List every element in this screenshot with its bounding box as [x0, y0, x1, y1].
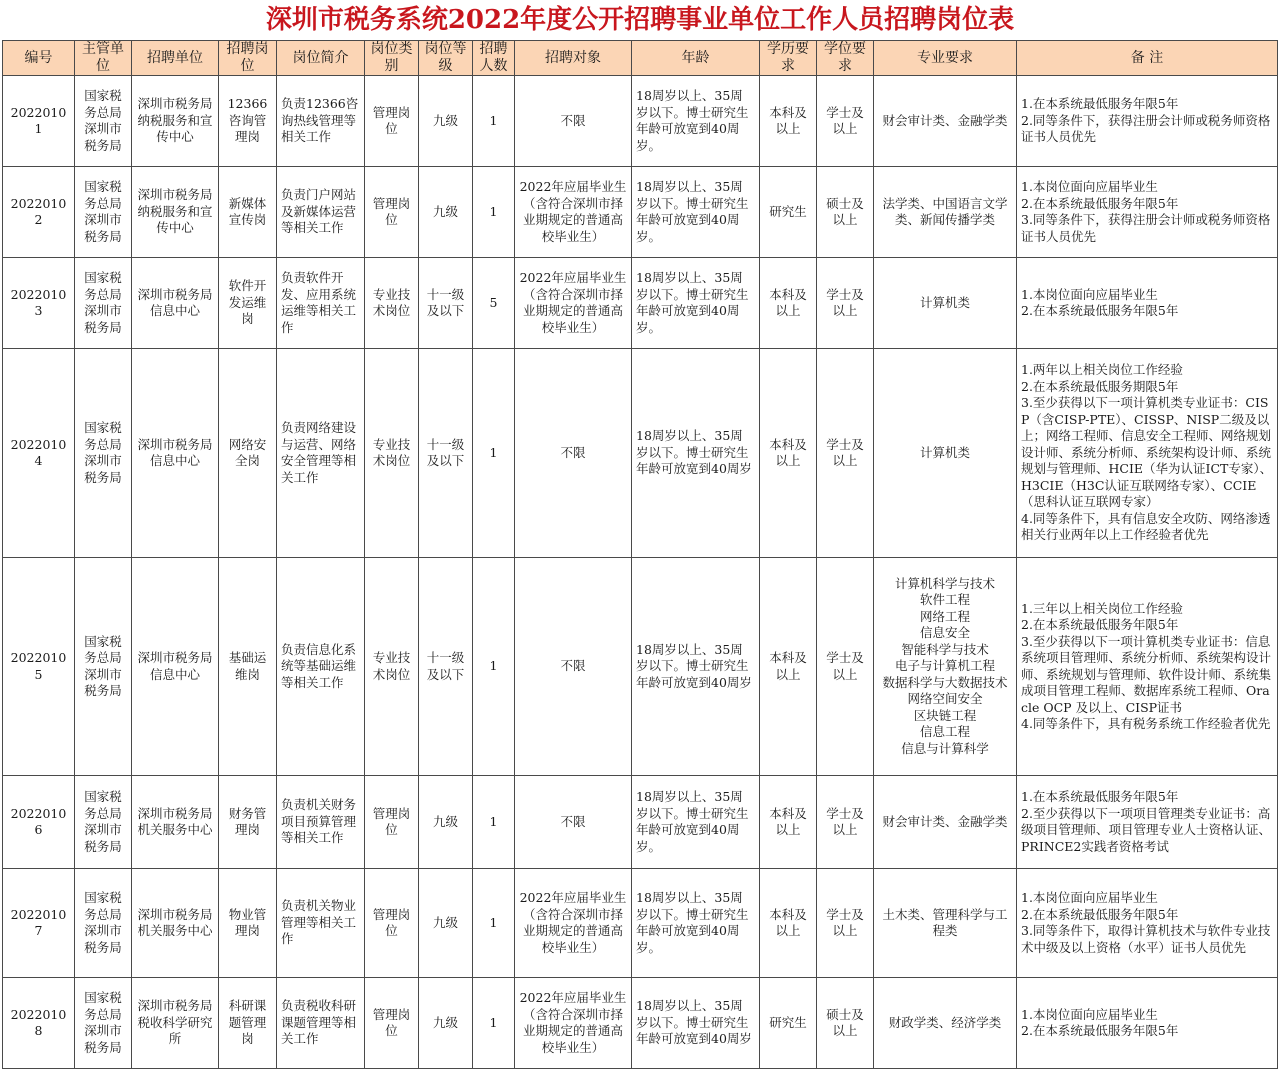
remark-item: 2.在本系统最低服务年限5年: [1021, 906, 1179, 922]
cell-id: 20220105: [3, 558, 75, 776]
cell-degree: 学士及以上: [817, 558, 874, 776]
cell-level: 九级: [419, 76, 473, 167]
major-item: 网络空间安全: [907, 691, 983, 707]
col-header-count: 招聘人数: [473, 41, 515, 76]
cell-category: 管理岗位: [365, 76, 419, 167]
table-row: [3, 349, 1278, 558]
cell-level: 九级: [419, 978, 473, 1069]
cell-id: 20220102: [3, 167, 75, 258]
cell-remarks: [1017, 167, 1278, 258]
cell-category: 管理岗位: [365, 167, 419, 258]
col-header-target: 招聘对象: [515, 41, 632, 76]
major-item: 计算机类: [919, 444, 970, 460]
cell-intro: 负责机关物业管理等相关工作: [277, 869, 365, 978]
cell-post: 新媒体宣传岗: [219, 167, 277, 258]
cell-count: 1: [473, 869, 515, 978]
cell-degree: 学士及以上: [817, 776, 874, 869]
remark-item: 2.在本系统最低服务期限5年: [1021, 378, 1179, 394]
table-row: [3, 978, 1278, 1069]
col-header-education: 学历要求: [760, 41, 817, 76]
remark-item: 3.至少获得以下一项计算机类专业证书：信息系统项目管理师、系统分析师、系统架构设计师、系统规划与管理师、软件设计师、系统集成项目管理工程师、数据库系统工程师、Oracle OCP 及以上、CISP证书: [1021, 633, 1272, 715]
cell-unit: 深圳市税务局纳税服务和宣传中心: [132, 167, 219, 258]
cell-age: 18周岁以上、35周岁以下。博士研究生年龄可放宽到40周岁: [632, 349, 760, 558]
cell-age: 18周岁以上、35周岁以下。博士研究生年龄可放宽到40周岁: [632, 558, 760, 776]
cell-major: [874, 558, 1017, 776]
col-header-unit: 招聘单位: [132, 41, 219, 76]
cell-target: 2022年应届毕业生（含符合深圳市择业期规定的普通高校毕业生）: [515, 869, 632, 978]
cell-age: 18周岁以上、35周岁以下。博士研究生年龄可放宽到40周岁: [632, 978, 760, 1069]
col-header-id: 编号: [3, 41, 75, 76]
cell-authority: 国家税务总局深圳市税务局: [75, 76, 132, 167]
cell-major: [874, 167, 1017, 258]
cell-target: 2022年应届毕业生（含符合深圳市择业期规定的普通高校毕业生）: [515, 978, 632, 1069]
major-item: 数据科学与大数据技术: [882, 674, 1008, 690]
cell-category: 专业技术岗位: [365, 558, 419, 776]
major-item: 信息工程: [919, 724, 970, 740]
cell-age: 18周岁以上、35周岁以下。博士研究生年龄可放宽到40周岁。: [632, 167, 760, 258]
cell-count: 1: [473, 76, 515, 167]
cell-education: 本科及以上: [760, 558, 817, 776]
cell-age: 18周岁以上、35周岁以下。博士研究生年龄可放宽到40周岁。: [632, 869, 760, 978]
cell-id: 20220101: [3, 76, 75, 167]
cell-unit: 深圳市税务局税收科学研究所: [132, 978, 219, 1069]
major-item: 信息与计算科学: [901, 740, 989, 756]
major-item: 法学类、中国语言文学类、新闻传播学类: [882, 195, 1008, 227]
cell-age: 18周岁以上、35周岁以下。博士研究生年龄可放宽到40周岁。: [632, 258, 760, 349]
cell-level: 九级: [419, 869, 473, 978]
cell-degree: 学士及以上: [817, 258, 874, 349]
major-item: 智能科学与技术: [901, 641, 989, 657]
cell-unit: 深圳市税务局信息中心: [132, 349, 219, 558]
page-title: 深圳市税务系统2022年度公开招聘事业单位工作人员招聘岗位表: [265, 5, 1015, 35]
cell-major: [874, 258, 1017, 349]
cell-degree: 学士及以上: [817, 76, 874, 167]
remark-item: 1.在本系统最低服务年限5年: [1021, 96, 1179, 112]
cell-post: 12366咨询管理岗: [219, 76, 277, 167]
remark-item: 1.三年以上相关岗位工作经验: [1021, 600, 1183, 616]
remark-item: 4.同等条件下，具有税务系统工作经验者优先: [1021, 716, 1271, 731]
cell-count: 1: [473, 349, 515, 558]
cell-id: 20220104: [3, 349, 75, 558]
cell-remarks: [1017, 869, 1278, 978]
cell-remarks: [1017, 258, 1278, 349]
cell-major: [874, 76, 1017, 167]
remark-item: 2.在本系统最低服务年限5年: [1021, 195, 1179, 211]
cell-post: 财务管理岗: [219, 776, 277, 869]
cell-unit: 深圳市税务局信息中心: [132, 558, 219, 776]
cell-intro: 负责门户网站及新媒体运营等相关工作: [277, 167, 365, 258]
cell-post: 科研课题管理岗: [219, 978, 277, 1069]
cell-category: 专业技术岗位: [365, 349, 419, 558]
table-row: [3, 258, 1278, 349]
col-header-intro: 岗位简介: [277, 41, 365, 76]
col-header-category: 岗位类别: [365, 41, 419, 76]
cell-post: 网络安全岗: [219, 349, 277, 558]
cell-major: [874, 776, 1017, 869]
cell-level: 十一级及以下: [419, 258, 473, 349]
cell-unit: 深圳市税务局信息中心: [132, 258, 219, 349]
cell-remarks: [1017, 776, 1278, 869]
table-row: [3, 869, 1278, 978]
cell-authority: 国家税务总局深圳市税务局: [75, 978, 132, 1069]
cell-education: 本科及以上: [760, 258, 817, 349]
remark-item: 1.本岗位面向应届毕业生: [1021, 890, 1158, 905]
cell-major: [874, 978, 1017, 1069]
major-item: 土木类、管理科学与工程类: [882, 906, 1008, 938]
cell-level: 十一级及以下: [419, 558, 473, 776]
header-row: [3, 41, 1278, 76]
table-row: [3, 558, 1278, 776]
cell-intro: 负责12366咨询热线管理等相关工作: [277, 76, 365, 167]
major-item: 财会审计类、金融学类: [882, 813, 1008, 829]
cell-target: 2022年应届毕业生（含符合深圳市择业期规定的普通高校毕业生）: [515, 258, 632, 349]
cell-education: 本科及以上: [760, 776, 817, 869]
cell-post: 软件开发运维岗: [219, 258, 277, 349]
remark-item: 2.同等条件下，获得注册会计师或税务师资格证书人员优先: [1021, 112, 1271, 145]
cell-target: 不限: [515, 349, 632, 558]
remark-item: 1.本岗位面向应届毕业生: [1021, 1006, 1158, 1022]
col-header-level: 岗位等级: [419, 41, 473, 76]
col-header-age: 年龄: [632, 41, 760, 76]
cell-intro: 负责信息化系统等基础运维等相关工作: [277, 558, 365, 776]
cell-education: 本科及以上: [760, 76, 817, 167]
cell-target: 不限: [515, 76, 632, 167]
remark-item: 1.两年以上相关岗位工作经验: [1021, 362, 1183, 378]
remark-item: 3.至少获得以下一项计算机类专业证书：CISP（含CISP-PTE）、CISSP、NISP二级及以上；网络工程师、信息安全工程师、网络规划设计师、系统分析师、系统架构设计师、系统规划与管理师、HCIE（华为认证ICT专家）、H3CIE（H3C认证互联网络专家）、CCIE（思科认证互联网专家）: [1021, 395, 1273, 510]
col-header-authority: 主管单位: [75, 41, 132, 76]
cell-level: 九级: [419, 167, 473, 258]
cell-remarks: [1017, 978, 1278, 1069]
col-header-remarks: 备 注: [1017, 41, 1278, 76]
cell-count: 1: [473, 558, 515, 776]
major-item: 财政学类、经济学类: [888, 1014, 1002, 1030]
cell-count: 1: [473, 776, 515, 869]
remark-item: 1.本岗位面向应届毕业生: [1021, 179, 1158, 194]
major-item: 计算机类: [919, 294, 970, 310]
cell-degree: 硕士及以上: [817, 167, 874, 258]
cell-authority: 国家税务总局深圳市税务局: [75, 558, 132, 776]
remark-item: 2.在本系统最低服务年限5年: [1021, 303, 1179, 318]
cell-category: 专业技术岗位: [365, 258, 419, 349]
remark-item: 3.同等条件下，获得注册会计师或税务师资格证书人员优先: [1021, 212, 1271, 244]
cell-id: 20220103: [3, 258, 75, 349]
cell-target: 不限: [515, 558, 632, 776]
cell-degree: 学士及以上: [817, 349, 874, 558]
major-item: 电子与计算机工程: [894, 658, 995, 674]
cell-education: 研究生: [760, 167, 817, 258]
cell-education: 研究生: [760, 978, 817, 1069]
cell-remarks: [1017, 76, 1278, 167]
cell-unit: 深圳市税务局机关服务中心: [132, 869, 219, 978]
cell-id: 20220106: [3, 776, 75, 869]
cell-unit: 深圳市税务局纳税服务和宣传中心: [132, 76, 219, 167]
cell-major: [874, 869, 1017, 978]
major-item: 软件工程: [919, 592, 970, 608]
col-header-degree: 学位要求: [817, 41, 874, 76]
remark-item: 4.同等条件下，具有信息安全攻防、网络渗透相关行业两年以上工作经验者优先: [1021, 510, 1271, 543]
col-header-major: 专业要求: [874, 41, 1017, 76]
cell-age: 18周岁以上、35周岁以下。博士研究生年龄可放宽到40周岁。: [632, 76, 760, 167]
cell-authority: 国家税务总局深圳市税务局: [75, 349, 132, 558]
cell-education: 本科及以上: [760, 869, 817, 978]
cell-count: 1: [473, 167, 515, 258]
cell-degree: 学士及以上: [817, 869, 874, 978]
cell-id: 20220108: [3, 978, 75, 1069]
major-item: 网络工程: [919, 608, 970, 624]
cell-category: 管理岗位: [365, 776, 419, 869]
cell-major: [874, 349, 1017, 558]
cell-education: 本科及以上: [760, 349, 817, 558]
cell-count: 1: [473, 978, 515, 1069]
cell-unit: 深圳市税务局机关服务中心: [132, 776, 219, 869]
remark-item: 1.在本系统最低服务年限5年: [1021, 789, 1179, 804]
cell-authority: 国家税务总局深圳市税务局: [75, 258, 132, 349]
major-item: 财会审计类、金融学类: [882, 112, 1008, 128]
cell-post: 基础运维岗: [219, 558, 277, 776]
cell-age: 18周岁以上、35周岁以下。博士研究生年龄可放宽到40周岁。: [632, 776, 760, 869]
recruitment-table: [2, 40, 1278, 1069]
table-row: [3, 167, 1278, 258]
cell-post: 物业管理岗: [219, 869, 277, 978]
remark-item: 2.至少获得以下一项项目管理类专业证书：高级项目管理师、项目管理专业人士资格认证、PRINCE2实践者资格考试: [1021, 805, 1272, 854]
remark-item: 3.同等条件下，取得计算机技术与软件专业技术中级及以上资格（水平）证书人员优先: [1021, 923, 1271, 955]
cell-authority: 国家税务总局深圳市税务局: [75, 167, 132, 258]
cell-remarks: [1017, 558, 1278, 776]
cell-target: 不限: [515, 776, 632, 869]
cell-count: 5: [473, 258, 515, 349]
cell-level: 九级: [419, 776, 473, 869]
cell-degree: 硕士及以上: [817, 978, 874, 1069]
cell-intro: 负责软件开发、应用系统运维等相关工作: [277, 258, 365, 349]
remark-item: 1.本岗位面向应届毕业生: [1021, 286, 1158, 302]
major-item: 信息安全: [919, 625, 970, 641]
cell-authority: 国家税务总局深圳市税务局: [75, 869, 132, 978]
cell-category: 管理岗位: [365, 869, 419, 978]
table-row: [3, 76, 1278, 167]
cell-id: 20220107: [3, 869, 75, 978]
remark-item: 2.在本系统最低服务年限5年: [1021, 617, 1179, 632]
cell-category: 管理岗位: [365, 978, 419, 1069]
cell-level: 十一级及以下: [419, 349, 473, 558]
major-item: 区块链工程: [913, 707, 977, 723]
cell-intro: 负责税收科研课题管理等相关工作: [277, 978, 365, 1069]
cell-authority: 国家税务总局深圳市税务局: [75, 776, 132, 869]
cell-intro: 负责机关财务项目预算管理等相关工作: [277, 776, 365, 869]
cell-intro: 负责网络建设与运营、网络安全管理等相关工作: [277, 349, 365, 558]
col-header-post: 招聘岗位: [219, 41, 277, 76]
table-row: [3, 776, 1278, 869]
cell-remarks: [1017, 349, 1278, 558]
cell-target: 2022年应届毕业生（含符合深圳市择业期规定的普通高校毕业生）: [515, 167, 632, 258]
remark-item: 2.在本系统最低服务年限5年: [1021, 1023, 1179, 1038]
major-item: 计算机科学与技术: [894, 575, 995, 591]
